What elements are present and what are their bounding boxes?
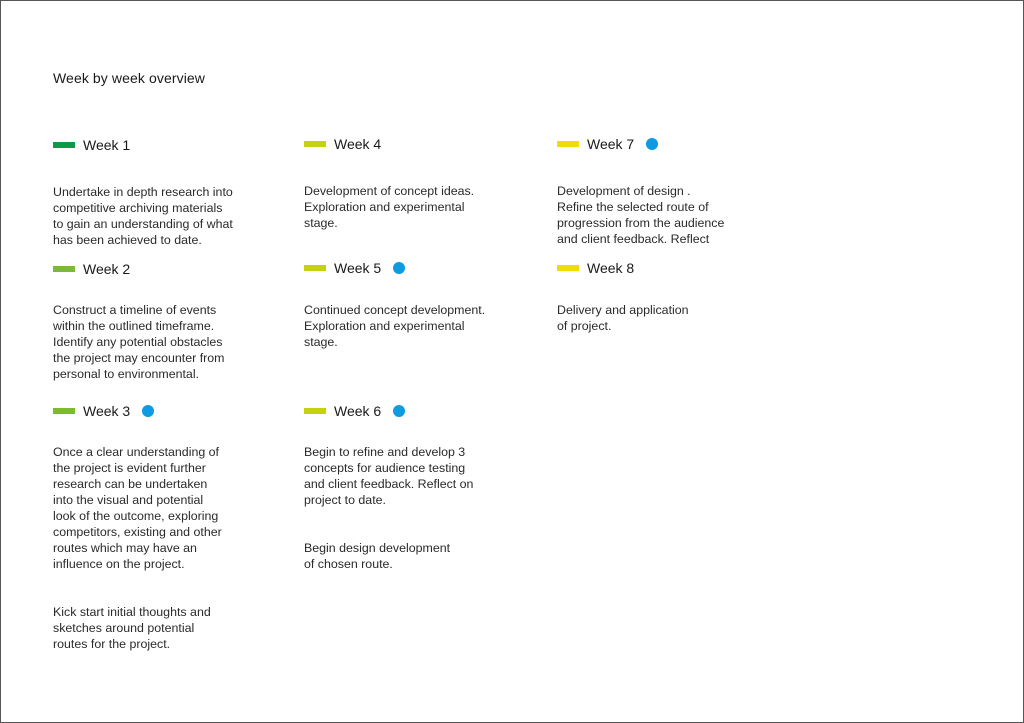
milestone-dot-icon <box>393 405 405 417</box>
week-paragraph: Delivery and application of project. <box>557 303 689 333</box>
week-paragraph: Begin design development of chosen route. <box>304 541 451 571</box>
week-color-bar <box>304 408 326 414</box>
week-color-bar <box>53 266 75 272</box>
week-description <box>304 428 504 588</box>
week-card-4 <box>304 135 504 247</box>
week-description <box>557 167 757 263</box>
milestone-dot-icon <box>142 405 154 417</box>
week-card-7 <box>557 135 757 263</box>
week-header <box>53 260 253 278</box>
week-description <box>557 286 757 350</box>
week-color-bar <box>557 265 579 271</box>
week-header <box>304 402 504 420</box>
week-paragraph: Construct a timeline of events within the outlined timeframe. Identify any potential obstacles the project may encounter from personal to environmental. <box>53 303 225 381</box>
week-header <box>53 402 253 420</box>
week-color-bar <box>304 141 326 147</box>
week-card-8 <box>557 259 757 350</box>
week-description <box>53 168 253 264</box>
week-card-1 <box>53 136 253 264</box>
week-label: Week 4 <box>334 136 382 152</box>
week-color-bar <box>53 408 75 414</box>
week-paragraph: Kick start initial thoughts and sketches around potential routes for the project. <box>53 605 211 651</box>
week-label: Week 2 <box>83 261 131 277</box>
week-label: Week 1 <box>83 137 131 153</box>
week-color-bar <box>304 265 326 271</box>
page-title: Week by week overview <box>53 70 206 86</box>
week-header <box>557 135 757 153</box>
milestone-dot-icon <box>393 262 405 274</box>
milestone-dot-icon <box>646 138 658 150</box>
week-description <box>304 286 504 366</box>
week-description <box>53 286 253 398</box>
week-color-bar <box>53 142 75 148</box>
week-header <box>557 259 757 277</box>
week-card-5 <box>304 259 504 366</box>
week-label: Week 3 <box>83 403 131 419</box>
week-header <box>304 135 504 153</box>
week-label: Week 8 <box>587 260 635 276</box>
week-paragraph: Development of concept ideas. Exploration and experimental stage. <box>304 184 475 230</box>
week-paragraph: Development of design . Refine the selected route of progression from the audience and client feedback. Reflect <box>557 184 725 246</box>
week-color-bar <box>557 141 579 147</box>
week-description <box>53 428 253 668</box>
week-card-3 <box>53 402 253 668</box>
week-header <box>53 136 253 154</box>
week-paragraph: Once a clear understanding of the project is evident further research can be undertaken into the visual and potential look of the outcome, exploring competitors, existing and other routes which may have an influence on the project. <box>53 445 222 571</box>
week-label: Week 7 <box>587 136 635 152</box>
week-label: Week 6 <box>334 403 382 419</box>
week-card-6 <box>304 402 504 588</box>
week-header <box>304 259 504 277</box>
week-card-2 <box>53 260 253 398</box>
week-description <box>304 167 504 247</box>
week-paragraph: Undertake in depth research into competitive archiving materials to gain an understanding of what has been achieved to date. <box>53 185 233 247</box>
week-label: Week 5 <box>334 260 382 276</box>
week-paragraph: Begin to refine and develop 3 concepts for audience testing and client feedback. Reflect on project to date. <box>304 445 474 507</box>
week-paragraph: Continued concept development. Exploration and experimental stage. <box>304 303 486 349</box>
